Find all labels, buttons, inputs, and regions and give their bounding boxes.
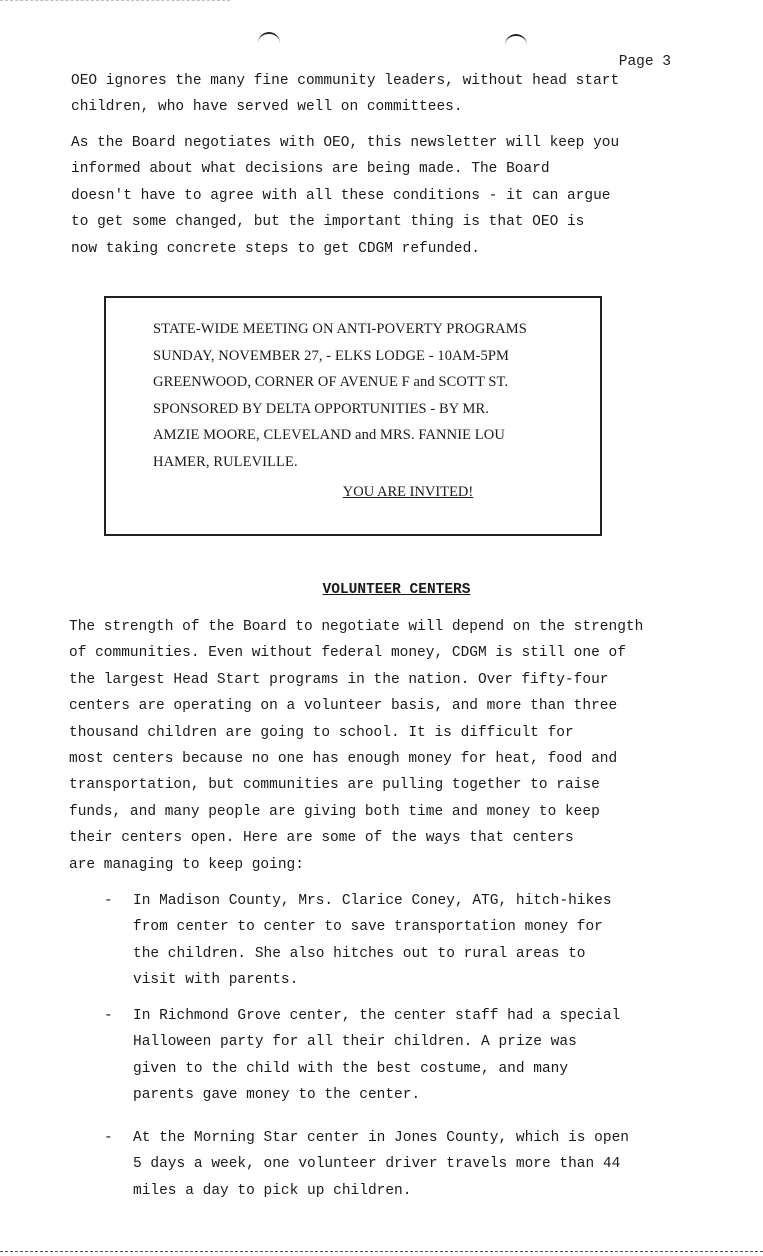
list-item-text: At the Morning Star center in Jones County, which is open 5 days a week, one volunteer driver travels more than 44 miles a day to pick up children. (133, 1130, 629, 1199)
bullet-dash: - (104, 1130, 113, 1146)
paragraph-board-negotiates: As the Board negotiates with OEO, this newsletter will keep you informed about what decisions are being made. The Board doesn't have to agree with all these conditions - it can argue to get some changed, but the important thing is that OEO is now taking concrete steps to get CDGM refunded. (71, 135, 620, 257)
list-item-text: In Madison County, Mrs. Clarice Coney, ATG, hitch-hikes from center to center to save transportation money for the children. She also hitches out to rural areas to visit with parents. (133, 893, 612, 989)
announcement-text: STATE-WIDE MEETING ON ANTI-POVERTY PROGRAMS SUNDAY, NOVEMBER 27, - ELKS LODGE - 10AM-5PM GREENWOOD, CORNER OF AVENUE F and SCOTT ST. SPONSORED BY DELTA OPPORTUNITIES - BY MR. AMZIE MOORE, CLEVELAND and MRS. FANNIE LOU HAMER, RULEVILLE. (153, 321, 527, 470)
bullet-dash: - (104, 1008, 113, 1024)
announcement-invite: YOU ARE INVITED! (342, 484, 474, 500)
paragraph-volunteer-intro: The strength of the Board to negotiate will depend on the strength of communities. Even without federal money, CDGM is still one of the largest Head Start programs in the nation. Over fifty-four centers are operating on a volunteer basis, and more than three thousand children are going to school. It is difficult for most centers because no one has enough money for heat, food and transportation, but communities are pulling together to raise funds, and many people are giving both time and money to keep their centers open. Here are some of the ways that centers are managing to keep going: (69, 619, 644, 873)
page-number: Page 3 (618, 54, 671, 70)
announcement-box (104, 296, 602, 536)
section-heading-volunteer-centers: VOLUNTEER CENTERS (322, 582, 471, 598)
paragraph-oeo-leaders: OEO ignores the many fine community leaders, without head start children, who have served well on committees. (71, 73, 620, 116)
scan-artifact-bottom (0, 1249, 763, 1252)
scan-mark-left (258, 32, 280, 44)
list-item-text: In Richmond Grove center, the center staff had a special Halloween party for all their children. A prize was given to the child with the best costume, and many parents gave money to the center. (133, 1008, 621, 1104)
scan-artifact-top (0, 0, 230, 5)
bullet-dash: - (104, 893, 113, 909)
scan-mark-right (505, 34, 527, 46)
